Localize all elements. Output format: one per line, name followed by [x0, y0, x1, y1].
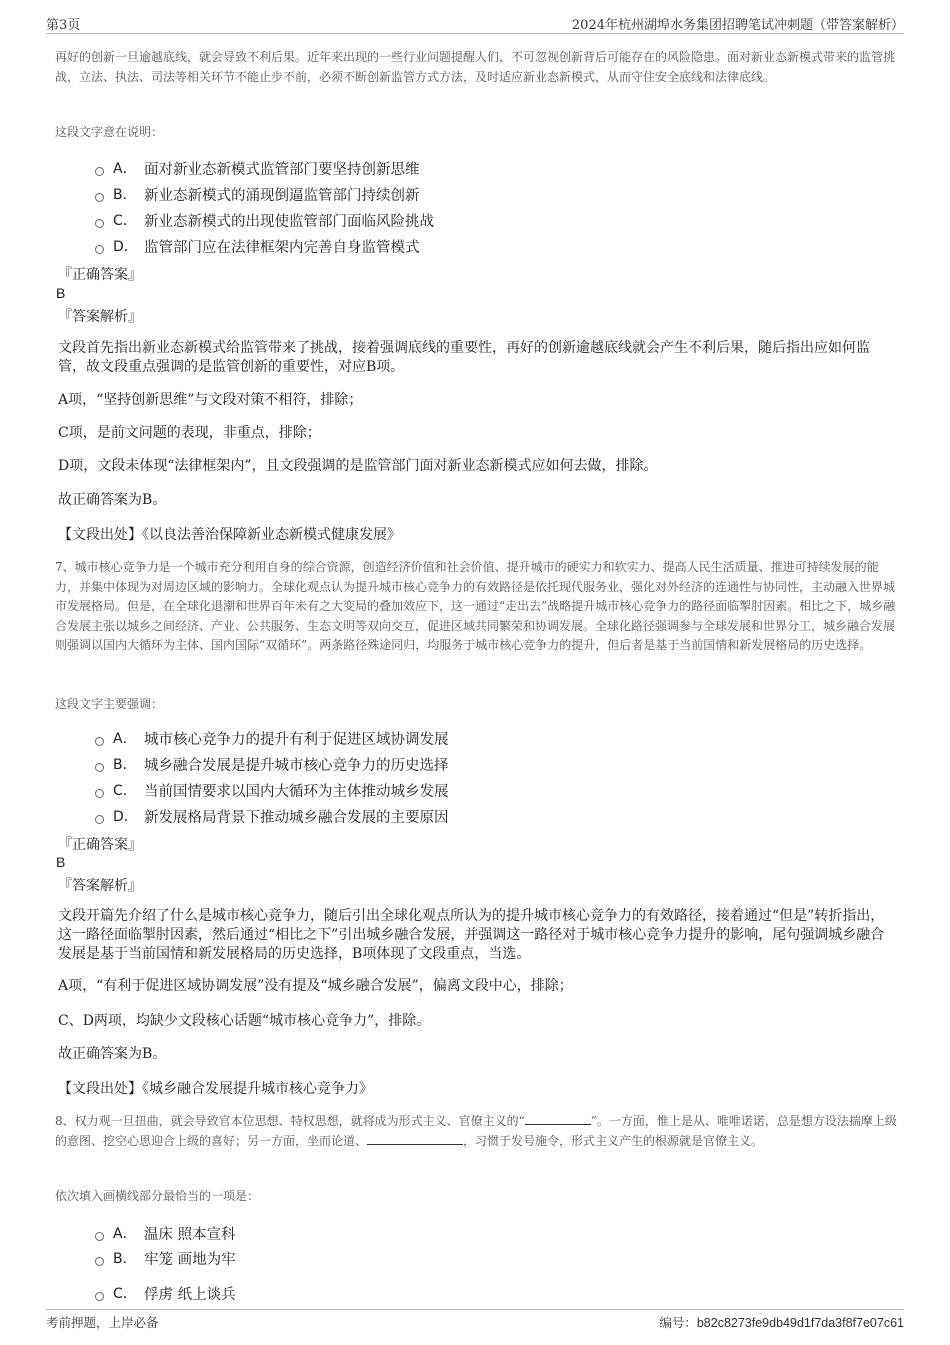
option-text: 温床 照本宣科: [144, 1226, 236, 1243]
q7-analysis-para: A项，“有利于促进区域协调发展”没有提及“城乡融合发展”，偏离文段中心，排除；: [58, 978, 573, 994]
q7-passage: 7、城市核心竞争力是一个城市充分利用自身的综合资源，创造经济价值和社会价值、提升城市的硬实力和软实力、提高人民生活质量、推进可持续发展的能力，并集中体现为对周边区域的影响力。全球化观点认为提升城市核心竞争力的有效路径是依托现代服务业，强化对外经济的连通性与协同性，主动融入世界城市发展格局。但是，在全球化退潮和世界百年未有之大变局的叠加效应下，这一通过“走出去”战略提升城市核心竞争力的路径面临掣肘因素。相比之下，城乡融合发展主张以城乡之间经济、产业、公共服务、生态文明等双向交互，促进区域共同繁荣和协调发展。全球化路径强调参与全球发展和世界分工，城乡融合发展则强调以国内大循环为主体、国内国际“双循环”。两条路径殊途同归，均服务于城市核心竞争力的提升，但后者是基于当前国情和新发展格局的历史选择。: [55, 560, 896, 652]
radio-icon[interactable]: [95, 1257, 104, 1266]
q7-prompt: 这段文字主要强调：: [55, 697, 164, 711]
q6-analysis-para: A项，“坚持创新思维”与文段对策不相符，排除；: [58, 392, 363, 408]
radio-icon[interactable]: [95, 245, 104, 254]
option-text: 当前国情要求以国内大循环为主体推动城乡发展: [144, 783, 449, 800]
radio-icon[interactable]: [95, 167, 104, 176]
option-text: 新发展格局背景下推动城乡融合发展的主要原因: [144, 809, 449, 826]
q8-passage-part: ”。一方面，惟上是从、唯唯诺诺，总是想方设法揣摩上级的意图、挖空心思迎合上级的喜好；另一方面，坐而论道、: [55, 1114, 897, 1148]
source-title: 《城乡融合发展提升城市核心竞争力》: [142, 1081, 373, 1097]
q7-analysis-label: 『答案解析』: [58, 878, 142, 894]
header-rule: [46, 33, 904, 34]
option-text: 监管部门应在法律框架内完善自身监管模式: [144, 239, 420, 256]
fill-blank-1: [525, 1112, 591, 1125]
radio-icon[interactable]: [95, 219, 104, 228]
q8-option-b[interactable]: [95, 1248, 236, 1268]
q7-source: [58, 1078, 373, 1098]
q7-answer: B: [56, 854, 66, 870]
q8-passage-part: 8、权力观一旦扭曲，就会导致官本位思想、特权思想，就将成为形式主义、官僚主义的“: [55, 1114, 525, 1128]
q7-option-b[interactable]: [95, 754, 449, 774]
option-text: 新业态新模式的出现使监管部门面临风险挑战: [144, 213, 434, 230]
radio-icon[interactable]: [95, 1232, 104, 1241]
radio-icon[interactable]: [95, 815, 104, 824]
option-text: 城市核心竞争力的提升有利于促进区域协调发展: [144, 731, 449, 748]
option-letter: C．: [113, 213, 137, 229]
document-title: 2024年杭州湖埠水务集团招聘笔试冲刺题（带答案解析）: [571, 18, 904, 33]
footer-slogan: 考前押题，上岸必备: [46, 1315, 159, 1330]
q7-answer-label: 『正确答案』: [58, 837, 142, 853]
q6-analysis-para: D项，文段未体现“法律框架内”，且文段强调的是监管部门面对新业态新模式应如何去做，排除。: [58, 458, 658, 474]
serial-label: 编号：: [659, 1315, 697, 1330]
option-letter: A．: [113, 731, 137, 747]
option-letter: D．: [113, 239, 138, 255]
page-number-label: 第3页: [46, 18, 81, 33]
source-label: 【文段出处】: [58, 1081, 142, 1097]
option-letter: B．: [113, 187, 137, 203]
radio-icon[interactable]: [95, 789, 104, 798]
option-text: 城乡融合发展是提升城市核心竞争力的历史选择: [144, 757, 449, 774]
q7-analysis-para: 故正确答案为B。: [58, 1046, 167, 1062]
q6-analysis-para: C项，是前文问题的表现，非重点，排除；: [58, 425, 321, 441]
option-letter: C．: [113, 1286, 137, 1302]
q6-answer: B: [56, 285, 66, 301]
option-text: 牢笼 画地为牢: [144, 1251, 236, 1268]
q8-prompt: 依次填入画横线部分最恰当的一项是：: [55, 1189, 260, 1203]
option-text: 新业态新模式的涌现倒逼监管部门持续创新: [144, 187, 420, 204]
q6-source: [58, 524, 401, 544]
q6-option-b[interactable]: [95, 184, 420, 204]
q6-option-d[interactable]: [95, 236, 420, 256]
q6-option-c[interactable]: [95, 210, 434, 230]
radio-icon[interactable]: [95, 193, 104, 202]
q7-analysis-para: C、D两项，均缺少文段核心话题“城市核心竞争力”，排除。: [58, 1013, 431, 1029]
option-letter: C．: [113, 783, 137, 799]
q7-option-d[interactable]: [95, 806, 449, 826]
fill-blank-2: [367, 1132, 463, 1145]
q8-passage-part: ，习惯于发号施令，形式主义产生的根源就是官僚主义。: [463, 1133, 764, 1148]
option-text: 面对新业态新模式监管部门要坚持创新思维: [144, 161, 420, 178]
q8-passage: [55, 1112, 900, 1151]
q6-analysis-para: 文段首先指出新业态新模式给监管带来了挑战，接着强调底线的重要性，再好的创新逾越底线就会产生不利后果，随后指出应如何监管，故文段重点强调的是监管创新的重要性，对应B项。: [58, 340, 870, 375]
q6-analysis-label: 『答案解析』: [58, 309, 142, 325]
footer-rule: [46, 1309, 904, 1310]
q7-option-a[interactable]: [95, 728, 449, 748]
radio-icon[interactable]: [95, 763, 104, 772]
radio-icon[interactable]: [95, 1292, 104, 1301]
q6-prompt: 这段文字意在说明：: [55, 125, 164, 139]
q6-analysis-para: 故正确答案为B。: [58, 492, 167, 508]
option-text: 俘虏 纸上谈兵: [144, 1286, 236, 1303]
radio-icon[interactable]: [95, 737, 104, 746]
q6-option-a[interactable]: [95, 158, 420, 178]
q6-answer-label: 『正确答案』: [58, 267, 142, 283]
q8-option-c[interactable]: [95, 1283, 236, 1303]
q7-option-c[interactable]: [95, 780, 449, 800]
option-letter: B．: [113, 757, 137, 773]
q8-option-a[interactable]: [95, 1223, 236, 1243]
serial-code: b82c8273fe9db49d1f7da3f8f7e07c61: [696, 1316, 904, 1330]
q7-analysis-para: 文段开篇先介绍了什么是城市核心竞争力，随后引出全球化观点所认为的提升城市核心竞争力的有效路径，接着通过“但是”转折指出，这一路径面临掣肘因素，然后通过“相比之下”引出城乡融合发展，并强调这一路径对于城市核心竞争力提升的影响，尾句强调城乡融合发展是基于当前国情和新发展格局的历史选择，B项体现了文段重点，当选。: [58, 908, 885, 962]
q6-passage: 再好的创新一旦逾越底线，就会导致不利后果。近年来出现的一些行业问题提醒人们，不可忽视创新背后可能存在的风险隐患。面对新业态新模式带来的监管挑战，立法、执法、司法等相关环节不能止步不前，必须不断创新监管方式方法，及时适应新业态新模式，从而守住安全底线和法律底线。: [55, 50, 896, 84]
option-letter: B．: [113, 1251, 137, 1267]
option-letter: D．: [113, 809, 138, 825]
footer-serial: [659, 1313, 904, 1331]
option-letter: A．: [113, 1226, 137, 1242]
option-letter: A．: [113, 161, 137, 177]
source-title: 《以良法善治保障新业态新模式健康发展》: [142, 527, 401, 543]
source-label: 【文段出处】: [58, 527, 142, 543]
